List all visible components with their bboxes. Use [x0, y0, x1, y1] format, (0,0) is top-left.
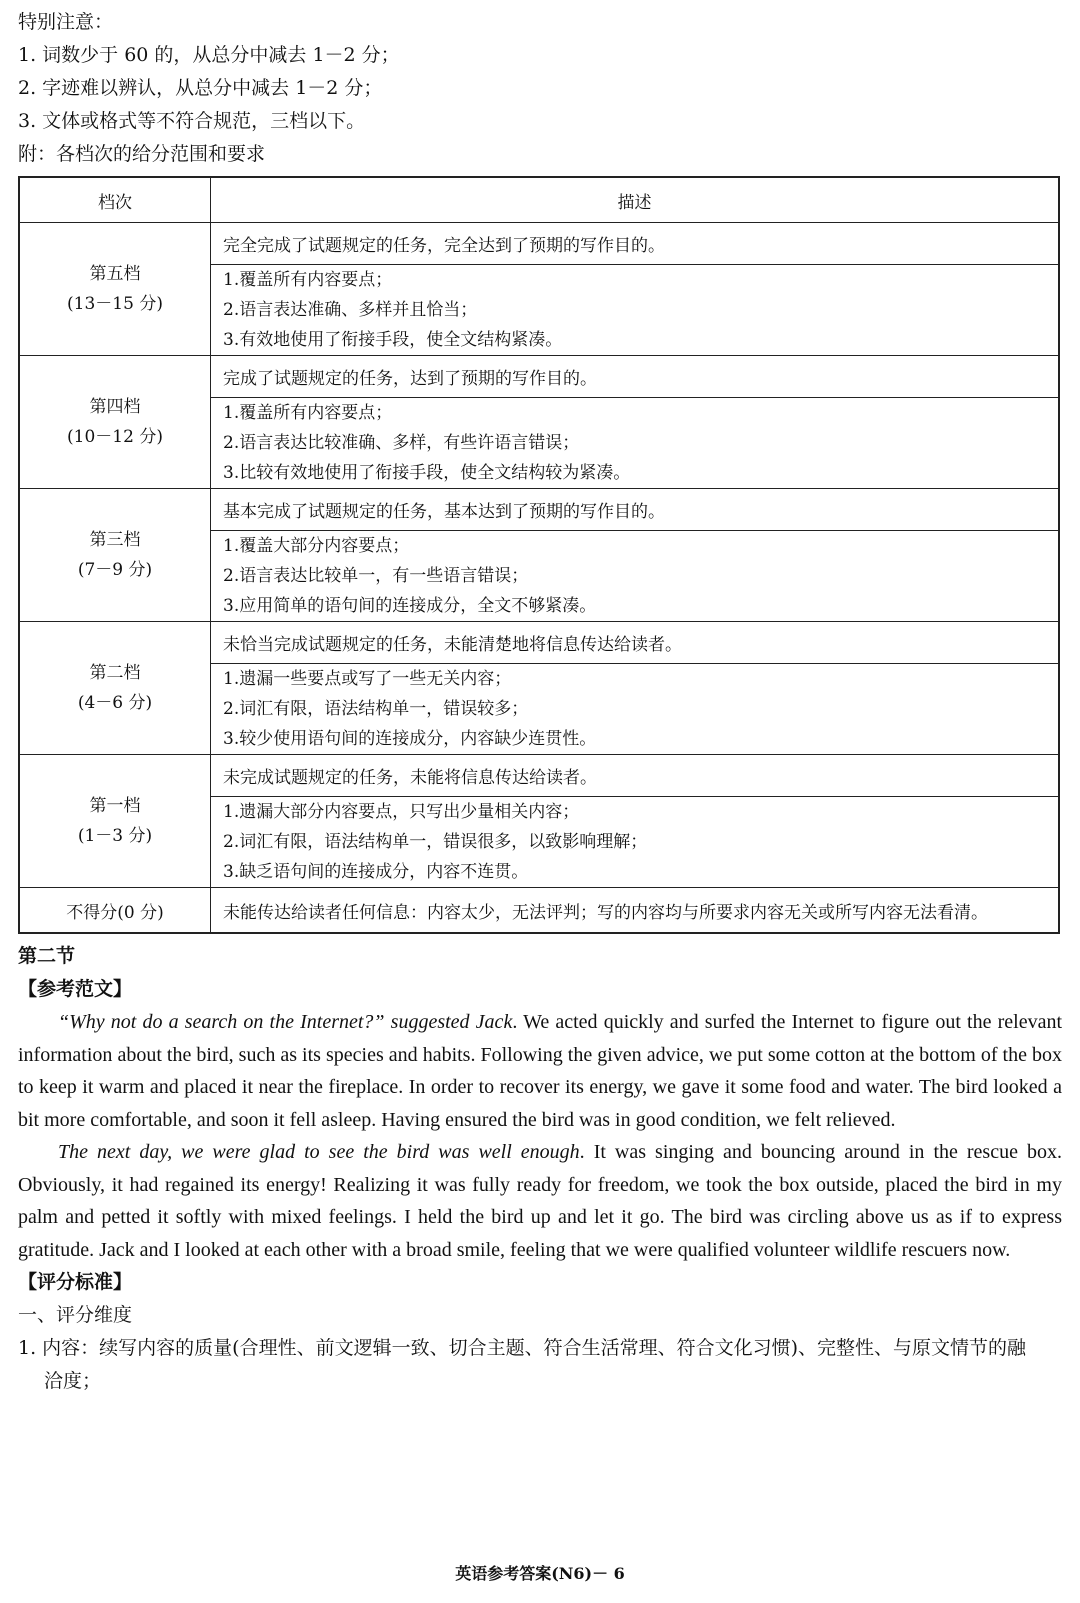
zero-description: 未能传达给读者任何信息：内容太少，无法评判；写的内容均与所要求内容无关或所写内容无法看清。 [211, 888, 1060, 934]
detail-item: 2.词汇有限，语法结构单一，错误较多； [223, 699, 529, 719]
header-description: 描述 [211, 177, 1060, 223]
level-summary: 完全完成了试题规定的任务，完全达到了预期的写作目的。 [211, 223, 1060, 265]
level-name: 第一档 [89, 796, 141, 816]
grading-table [18, 176, 1060, 934]
section-heading: 第二节 [18, 945, 76, 967]
level-range: (7－9 分) [77, 560, 153, 580]
level-details [211, 398, 1060, 489]
detail-item: 2.语言表达比较准确、多样，有些许语言错误； [223, 433, 580, 453]
sample-essay-label: 【参考范文】 [18, 978, 133, 1000]
notes-title: 特别注意： [18, 11, 114, 33]
table-row [19, 622, 1059, 664]
detail-item: 3.比较有效地使用了衔接手段，使全文结构较为紧凑。 [223, 463, 631, 483]
appendix-title: 附：各档次的给分范围和要求 [18, 143, 266, 165]
level-cell [19, 622, 211, 755]
essay-paragraph-text: . We acted quickly and surfed the Internet to figure out the relevant information about the bird, such as its species and habits. Following the given advice, we put some cotton at the bottom of the box to keep it warm and placed it near the fireplace. In order to recover its energy, we gave it some food and water. The bird looked a bit more comfortable, and soon it fell asleep. Having ensured the bird was in good condition, we felt relieved. [18, 1011, 1063, 1131]
essay-paragraph-2 [18, 1136, 1062, 1266]
level-summary: 基本完成了试题规定的任务，基本达到了预期的写作目的。 [211, 489, 1060, 531]
zero-level: 不得分(0 分) [19, 888, 211, 934]
level-name: 第三档 [89, 530, 141, 550]
page-footer: 英语参考答案(N6)－ 6 [455, 1564, 625, 1583]
level-details [211, 664, 1060, 755]
level-cell [19, 223, 211, 356]
detail-item: 3.应用简单的语句间的连接成分，全文不够紧凑。 [223, 596, 597, 616]
essay-paragraph-1 [18, 1006, 1062, 1136]
detail-item: 1.覆盖大部分内容要点； [223, 536, 410, 556]
level-name: 第五档 [89, 264, 141, 284]
level-summary: 完成了试题规定的任务，达到了预期的写作目的。 [211, 356, 1060, 398]
detail-item: 2.语言表达准确、多样并且恰当； [223, 300, 478, 320]
level-cell [19, 356, 211, 489]
level-range: (4－6 分) [77, 693, 153, 713]
detail-item: 1.覆盖所有内容要点； [223, 270, 393, 290]
detail-item: 1.遗漏大部分内容要点，只写出少量相关内容； [223, 802, 580, 822]
essay-paragraph-text: . It was singing and bouncing around in the rescue box. Obviously, it had regained its energy! Realizing it was fully ready for freedom, we took the box outside, placed the bird in my palm and petted it softly with mixed feelings. I held the bird up and let it go. The bird was circling above us as if to express gratitude. Jack and I looked at each other with a broad smile, feeling that we were qualified volunteer wildlife rescuers now. [18, 1141, 1062, 1261]
level-details [211, 531, 1060, 622]
essay-opening-sentence: “Why not do a search on the Internet?” suggested Jack [58, 1011, 513, 1033]
note-item: 3. 文体或格式等不符合规范，三档以下。 [18, 110, 366, 132]
detail-item: 3.有效地使用了衔接手段，使全文结构紧凑。 [223, 330, 563, 350]
level-range: (13－15 分) [67, 294, 163, 314]
level-cell [19, 755, 211, 888]
level-name: 第二档 [89, 663, 141, 683]
level-range: (1－3 分) [77, 826, 153, 846]
detail-item: 3.缺乏语句间的连接成分，内容不连贯。 [223, 862, 529, 882]
sample-essay [18, 1006, 1062, 1266]
note-item: 1. 词数少于 60 的，从总分中减去 1－2 分； [18, 44, 400, 66]
table-row [19, 755, 1059, 797]
table-row [19, 223, 1059, 265]
dimension-item: 1. 内容：续写内容的质量(合理性、前文逻辑一致、切合主题、符合生活常理、符合文化习惯)、完整性、与原文情节的融 [18, 1337, 1026, 1359]
header-level: 档次 [19, 177, 211, 223]
note-item: 2. 字迹难以辨认，从总分中减去 1－2 分； [18, 77, 383, 99]
level-details [211, 265, 1060, 356]
table-row [19, 489, 1059, 531]
criteria-label: 【评分标准】 [18, 1271, 133, 1293]
dimension-title: 一、评分维度 [18, 1304, 133, 1326]
detail-item: 1.遗漏一些要点或写了一些无关内容； [223, 669, 512, 689]
table-row [19, 356, 1059, 398]
level-summary: 未恰当完成试题规定的任务，未能清楚地将信息传达给读者。 [211, 622, 1060, 664]
detail-item: 2.词汇有限，语法结构单一，错误很多，以致影响理解； [223, 832, 648, 852]
level-details [211, 797, 1060, 888]
level-range: (10－12 分) [67, 427, 163, 447]
level-summary: 未完成试题规定的任务，未能将信息传达给读者。 [211, 755, 1060, 797]
dimension-item-cont: 洽度； [44, 1370, 102, 1392]
table-header-row [19, 177, 1059, 223]
level-name: 第四档 [89, 397, 141, 417]
detail-item: 3.较少使用语句间的连接成分，内容缺少连贯性。 [223, 729, 597, 749]
level-cell [19, 489, 211, 622]
document-page [18, 6, 1062, 1398]
essay-opening-sentence: The next day, we were glad to see the bird was well enough [58, 1141, 580, 1163]
detail-item: 1.覆盖所有内容要点； [223, 403, 393, 423]
table-row-zero [19, 888, 1059, 934]
detail-item: 2.语言表达比较单一，有一些语言错误； [223, 566, 529, 586]
